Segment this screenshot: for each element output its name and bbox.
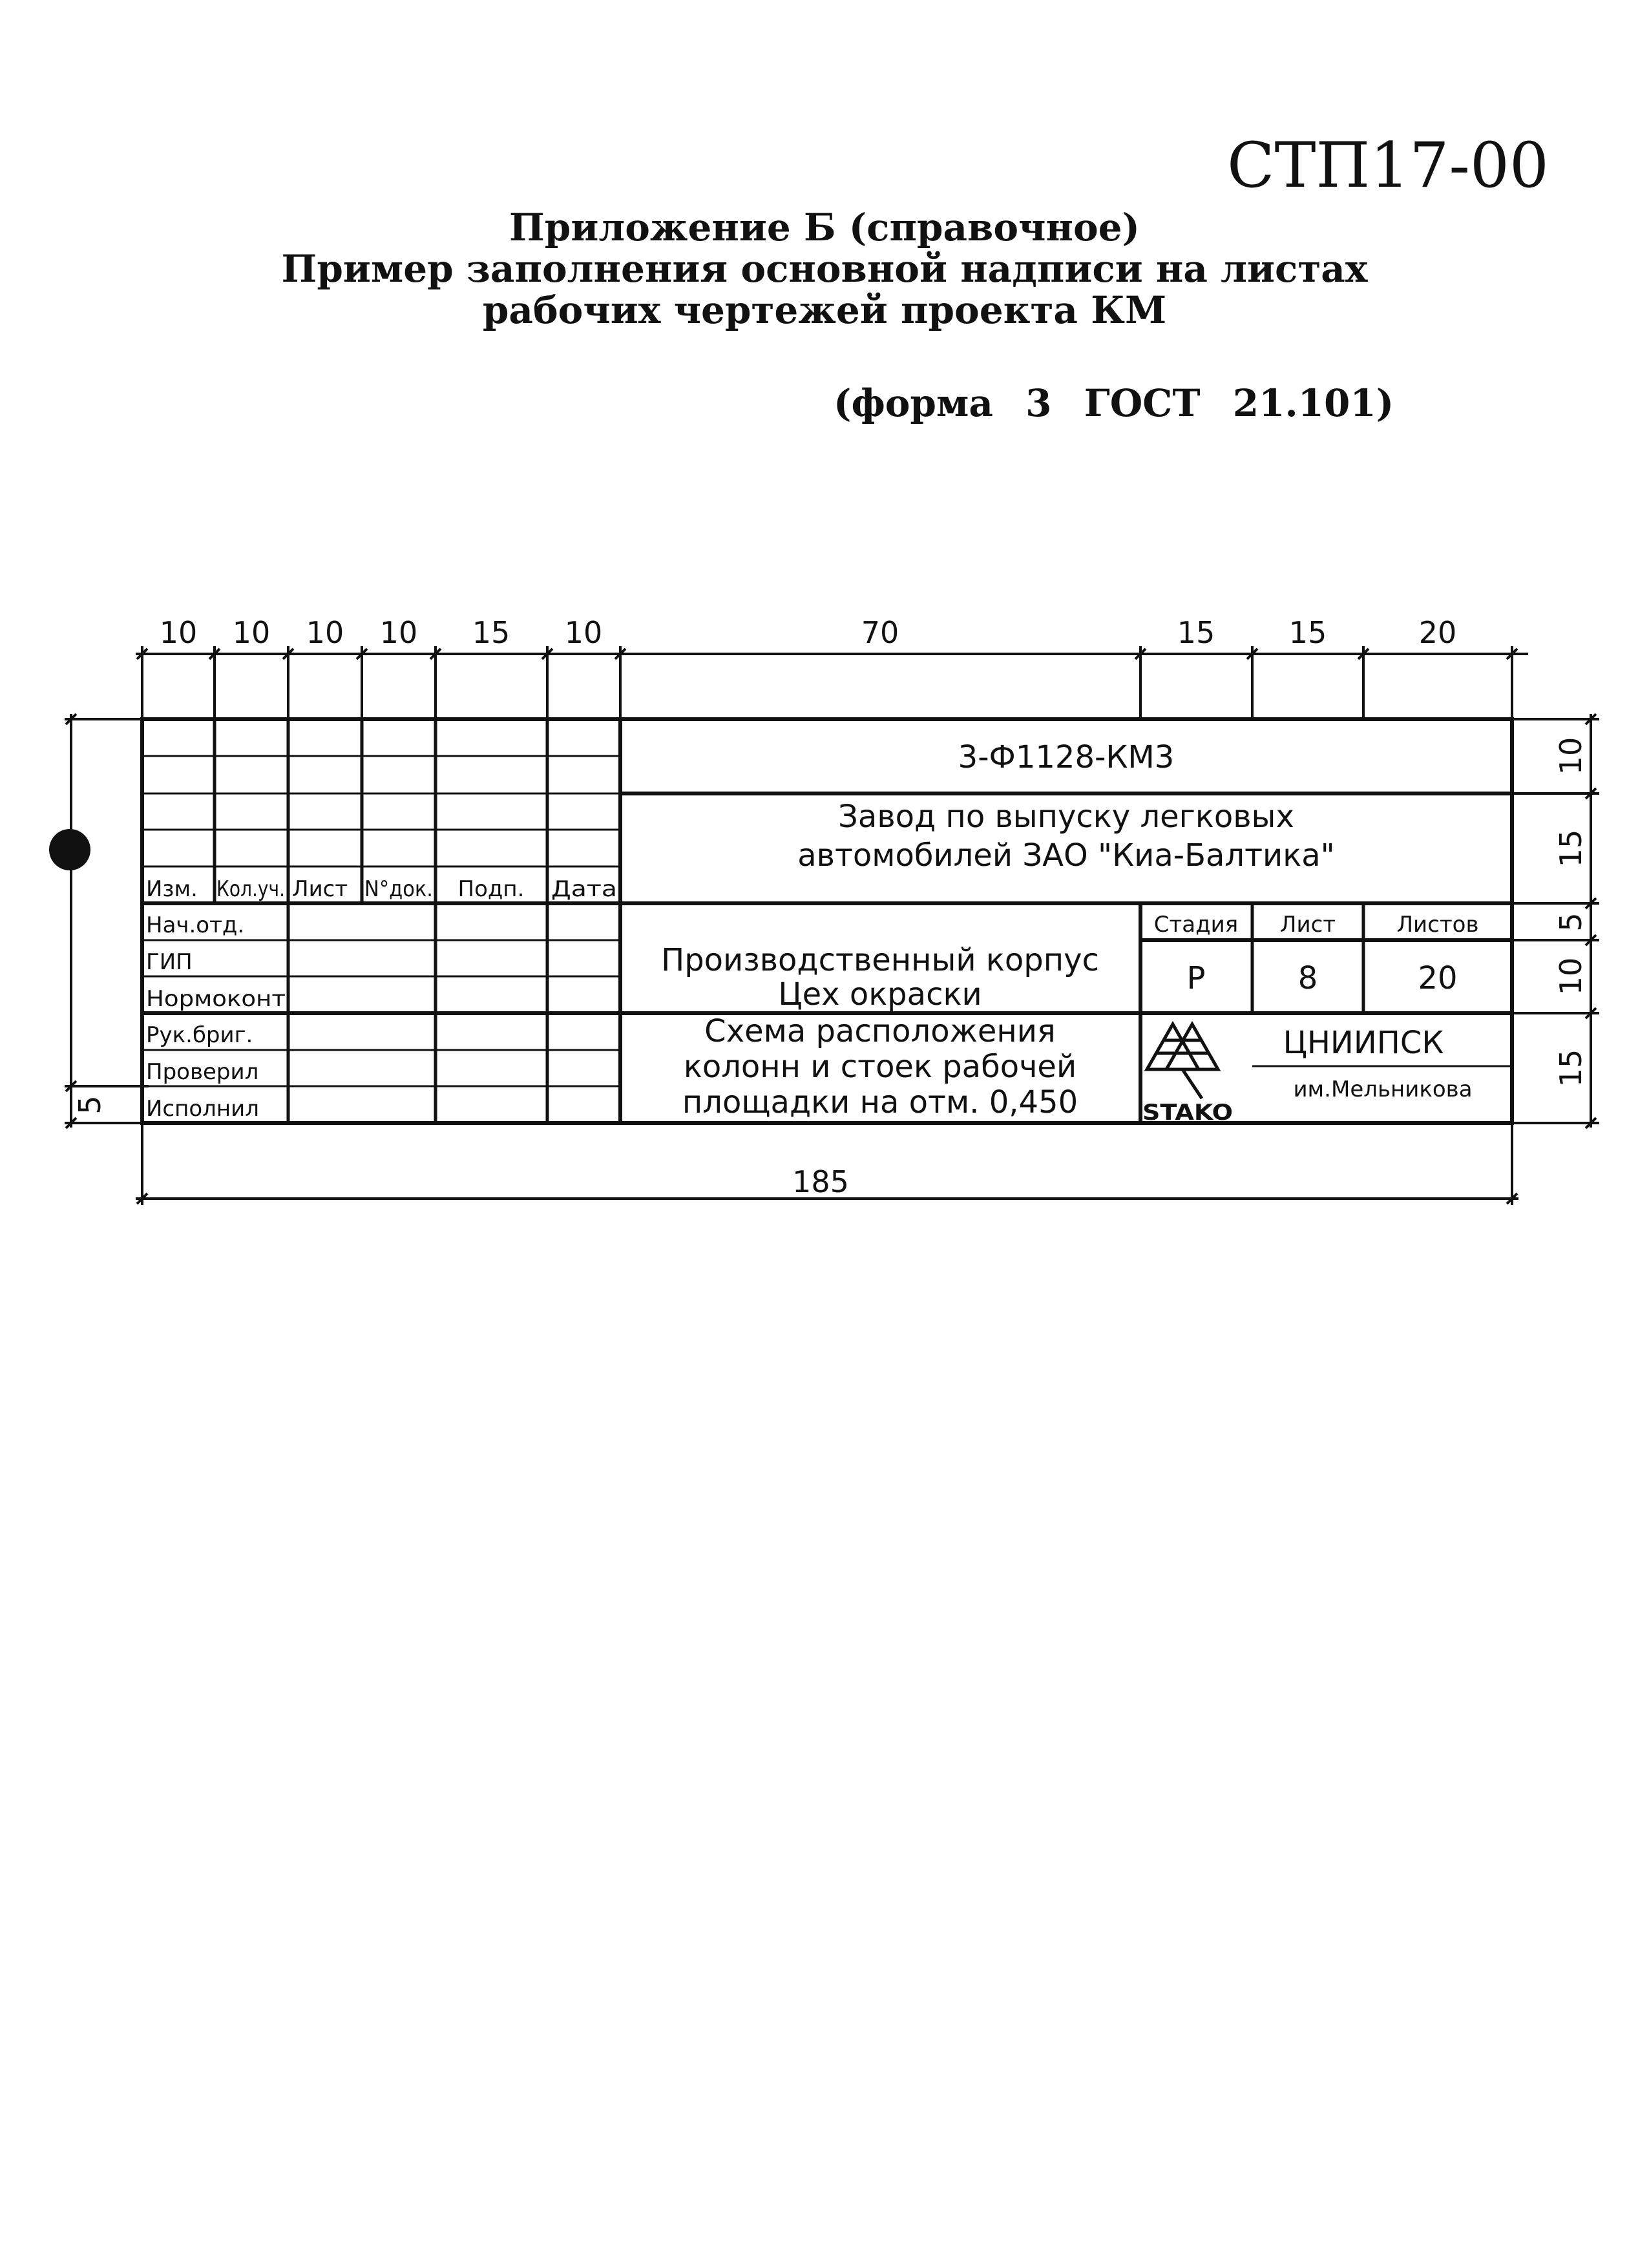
- row-proveril: Проверил: [146, 1059, 259, 1085]
- header-kol-uch: Кол.уч.: [216, 876, 285, 902]
- dim-right-4: 10: [1553, 957, 1588, 996]
- document-code: СТП17-00: [1227, 129, 1549, 202]
- appendix-title: Приложение Б (справочное): [509, 205, 1140, 249]
- sheet-header: Лист: [1279, 912, 1336, 938]
- dim-right-5: 15: [1553, 1049, 1588, 1087]
- dim-top-6: 10: [564, 615, 603, 650]
- dim-top-4: 10: [379, 615, 418, 650]
- binding-hole-mark: [49, 829, 90, 870]
- header-podp: Подп.: [457, 876, 525, 902]
- organization-name: ЦНИИПСК: [1283, 1025, 1444, 1061]
- project-name-line-1: Завод по выпуску легковых: [838, 799, 1294, 835]
- dim-right-3: 5: [1553, 912, 1588, 932]
- row-ruk-brig: Рук.бриг.: [146, 1022, 253, 1048]
- stako-logo-icon: [1147, 1024, 1218, 1098]
- row-nach-otd: Нач.отд.: [146, 912, 245, 938]
- header-izm: Изм.: [146, 876, 198, 902]
- dim-total-width: 185: [792, 1164, 849, 1199]
- building-name-line-2: Цех окраски: [778, 976, 982, 1013]
- dim-top-9: 15: [1288, 615, 1327, 650]
- logo-text: STAKO: [1142, 1100, 1233, 1126]
- sheet-title-line-2: колонн и стоек рабочей: [683, 1049, 1077, 1085]
- dim-right-1: 10: [1553, 737, 1588, 775]
- dim-top-8: 15: [1177, 615, 1215, 650]
- row-normokont: Нормоконт: [146, 986, 286, 1012]
- sheets-header: Листов: [1396, 912, 1479, 938]
- row-gip: ГИП: [146, 949, 193, 975]
- sheets-value: 20: [1418, 960, 1458, 996]
- stage-header: Стадия: [1153, 912, 1239, 938]
- example-subtitle: рабочих чертежей проекта КМ: [482, 288, 1167, 332]
- row-ispolnil: Исполнил: [146, 1096, 259, 1122]
- organization-subname: им.Мельникова: [1293, 1076, 1473, 1102]
- stage-value: Р: [1186, 960, 1206, 996]
- sheet-value: 8: [1297, 960, 1318, 996]
- header-data: Дата: [551, 876, 617, 902]
- header-list: Лист: [292, 876, 348, 902]
- form-reference: (форма 3 ГОСТ 21.101): [834, 381, 1394, 425]
- dim-top-5: 15: [472, 615, 510, 650]
- dim-right-2: 15: [1553, 829, 1588, 868]
- sheet-title-line-3: площадки на отм. 0,450: [682, 1084, 1078, 1120]
- example-title: Пример заполнения основной надписи на листах: [281, 247, 1368, 291]
- building-name-line-1: Производственный корпус: [661, 942, 1099, 978]
- dim-left-1: 5: [72, 1095, 107, 1115]
- dim-top-7: 70: [861, 615, 899, 650]
- header-ndok: N°док.: [364, 876, 433, 902]
- dim-top-3: 10: [306, 615, 344, 650]
- project-name-line-2: автомобилей ЗАО "Киа-Балтика": [797, 837, 1335, 874]
- dim-top-1: 10: [159, 615, 198, 650]
- dim-top-2: 10: [232, 615, 271, 650]
- document-designation: 3-Ф1128-КМ3: [958, 739, 1175, 775]
- dimension-ticks: [66, 649, 1596, 1204]
- sheet-title-line-1: Схема расположения: [704, 1013, 1056, 1049]
- dim-top-10: 20: [1418, 615, 1457, 650]
